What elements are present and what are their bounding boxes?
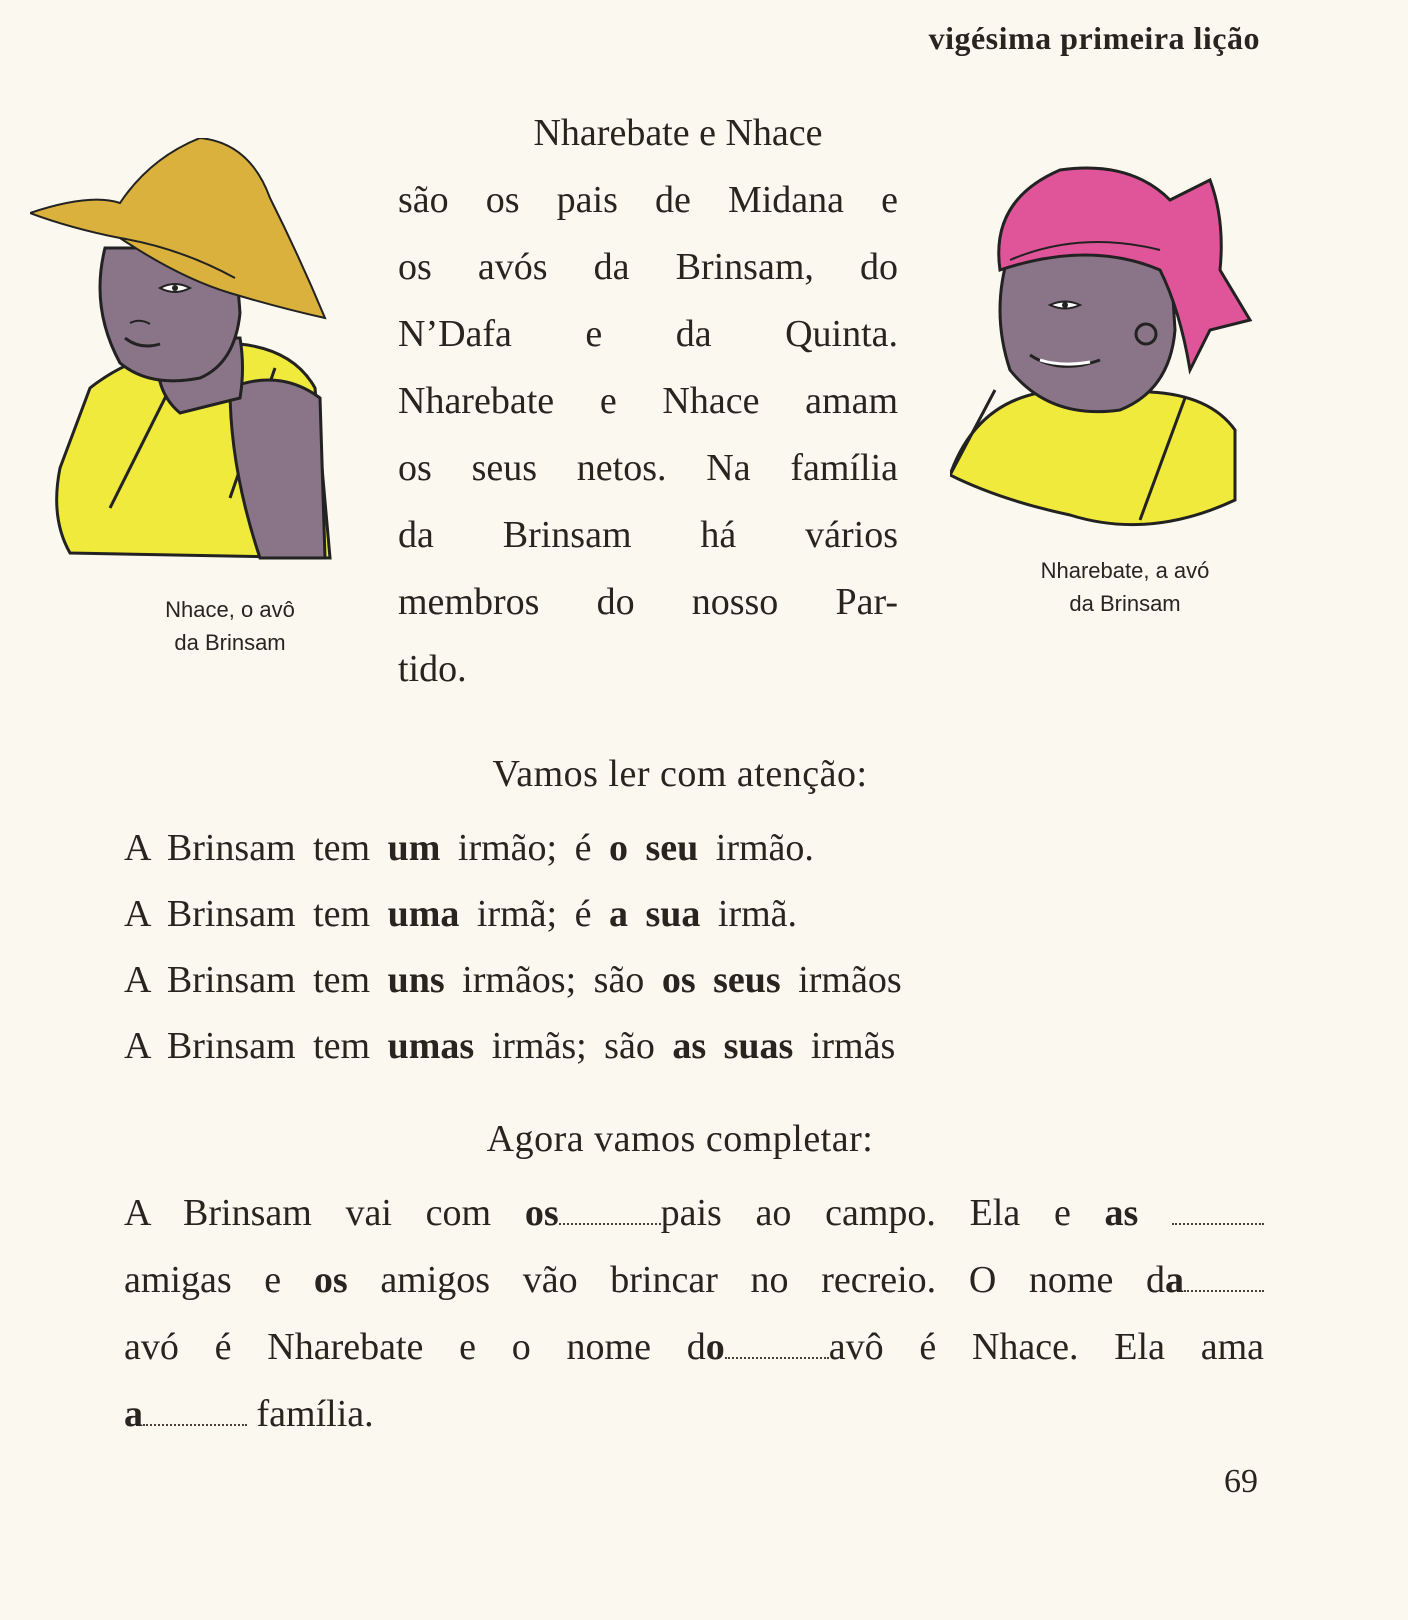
intro-line: são os pais de Midana e bbox=[398, 179, 898, 221]
intro-line: os avós da Brinsam, do bbox=[398, 246, 898, 288]
intro-paragraph bbox=[398, 100, 898, 703]
example-row: A Brinsam tem um irmão; é o seu irmão. bbox=[124, 827, 814, 869]
exercise-line: A Brinsam vai com os pais ao campo. Ela e as bbox=[124, 1180, 1264, 1247]
intro-line: da Brinsam há vários bbox=[398, 514, 898, 556]
exercise-line: amigas e os amigos vão brincar no recreio. O nome da bbox=[124, 1247, 1264, 1314]
grandfather-illustration bbox=[30, 138, 350, 578]
intro-line: membros do nosso Par- bbox=[398, 581, 898, 623]
intro-line: N’Dafa e da Quinta. bbox=[398, 313, 898, 355]
grandmother-caption: Nharebate, a avó da Brinsam bbox=[1040, 558, 1210, 616]
example-row: A Brinsam tem umas irmãs; são as suas irmãs bbox=[124, 1025, 896, 1067]
answer-blank[interactable] bbox=[725, 1353, 829, 1359]
answer-blank[interactable] bbox=[1172, 1219, 1264, 1225]
answer-blank[interactable] bbox=[559, 1219, 661, 1225]
intro-line: os seus netos. Na família bbox=[398, 447, 898, 489]
intro-line: Nharebate e Nhace amam bbox=[398, 380, 898, 422]
exercise-line: a família. bbox=[124, 1393, 374, 1435]
reading-examples bbox=[124, 815, 902, 1079]
example-row: A Brinsam tem uns irmãos; são os seus irmãos bbox=[124, 959, 902, 1001]
grandmother-illustration bbox=[950, 160, 1300, 540]
grandfather-caption: Nhace, o avô da Brinsam bbox=[165, 597, 295, 655]
page-number: 69 bbox=[1224, 1463, 1258, 1500]
answer-blank[interactable] bbox=[1184, 1286, 1264, 1292]
reading-section-title: Vamos ler com atenção: bbox=[492, 753, 868, 795]
exercise-section-title: Agora vamos completar: bbox=[486, 1118, 874, 1160]
example-row: A Brinsam tem uma irmã; é a sua irmã. bbox=[124, 893, 798, 935]
exercise-line: avó é Nharebate e o nome do avô é Nhace. Ela ama bbox=[124, 1326, 1264, 1368]
intro-line: Nharebate e Nhace bbox=[533, 112, 823, 154]
lesson-title: vigésima primeira lição bbox=[928, 20, 1260, 56]
intro-line: tido. bbox=[398, 648, 467, 690]
fill-in-exercise bbox=[124, 1180, 1264, 1448]
answer-blank[interactable] bbox=[143, 1420, 247, 1426]
